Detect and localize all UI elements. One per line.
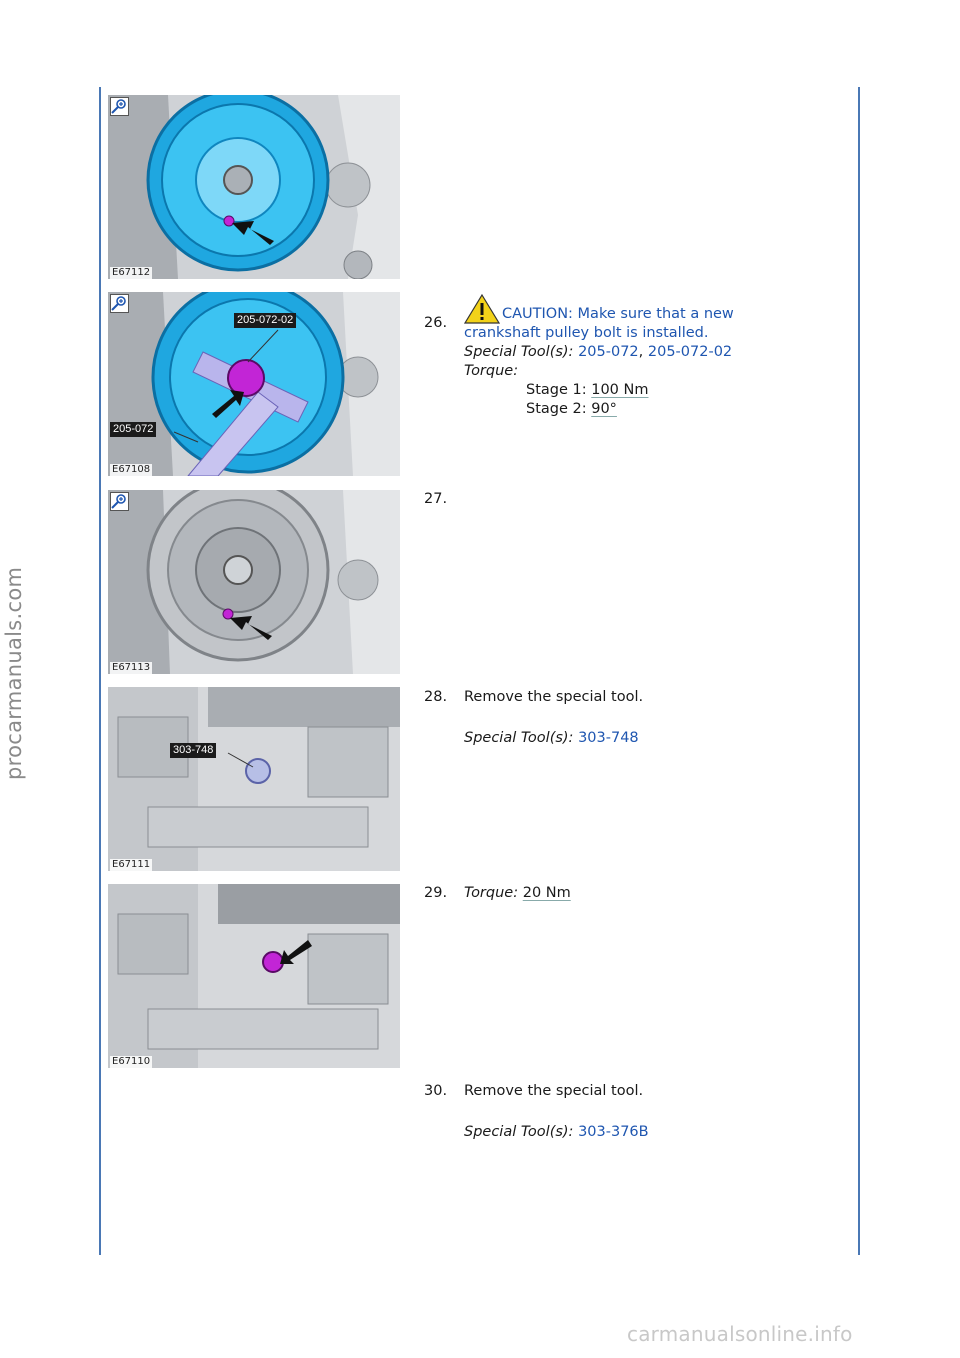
engine-illustration [108,687,400,871]
step-instruction: Remove the special tool. [464,689,644,705]
stage-label: Stage 1: [526,382,587,398]
figure-blanking-plug[interactable] [108,884,400,1068]
torque-label: Torque: [464,885,519,901]
step-number: 29. [424,885,448,901]
engine-illustration [108,95,400,279]
separator: , [638,344,644,360]
special-tools-line [464,729,784,748]
caution-notice [464,294,774,343]
torque-stage-2 [464,400,784,419]
figure-crankshaft-pulley[interactable] [108,490,400,674]
special-tools-line [464,343,784,362]
engine-illustration [108,884,400,1068]
figure-id: E67113 [112,662,151,673]
special-tools-label: Special Tool(s): [464,1124,574,1140]
step-number: 27. [424,491,448,507]
zoom-icon[interactable] [110,97,129,116]
figure-id: E67112 [112,267,151,278]
right-margin-rule [858,87,860,1255]
special-tools-line [464,1123,784,1142]
engine-illustration [108,490,400,674]
callout-label: 303-748 [170,743,216,758]
side-watermark: procarmanuals.com [2,566,26,780]
left-margin-rule [99,87,101,1255]
tool-link[interactable]: 303-376B [578,1124,649,1140]
special-tools-label: Special Tool(s): [464,344,574,360]
torque-value: 20 Nm [522,885,571,901]
special-tools-label: Special Tool(s): [464,730,574,746]
figure-id: E67111 [112,859,151,870]
step-body [464,884,784,903]
step-body [464,688,784,748]
callout-label: 205-072-02 [234,313,296,328]
torque-label: Torque: [464,363,519,379]
torque-value: 90° [591,401,617,417]
tool-link[interactable]: 303-748 [578,730,639,746]
zoom-icon[interactable] [110,294,129,313]
step-number: 28. [424,689,448,705]
zoom-icon[interactable] [110,492,129,511]
torque-stage-1 [464,381,784,400]
warning-icon [464,294,500,324]
bottom-watermark: carmanualsonline.info [627,1322,853,1346]
step-instruction: Remove the special tool. [464,1083,644,1099]
caution-text: CAUTION: Make sure that a new crankshaft pulley bolt is installed. [464,306,734,341]
figure-id: E67108 [112,464,151,475]
figure-crankshaft-sprocket[interactable] [108,95,400,279]
callout-label: 205-072 [110,422,156,437]
tool-link[interactable]: 205-072 [578,344,639,360]
step-number: 26. [424,315,448,331]
step-number: 30. [424,1083,448,1099]
step-body [464,1082,784,1142]
figure-cylinder-block-tool[interactable] [108,687,400,871]
stage-label: Stage 2: [526,401,587,417]
tool-link[interactable]: 205-072-02 [647,344,733,360]
step-body [464,294,784,419]
figure-pulley-bolt-tool[interactable] [108,292,400,476]
torque-value: 100 Nm [591,382,649,398]
figure-id: E67110 [112,1056,151,1067]
